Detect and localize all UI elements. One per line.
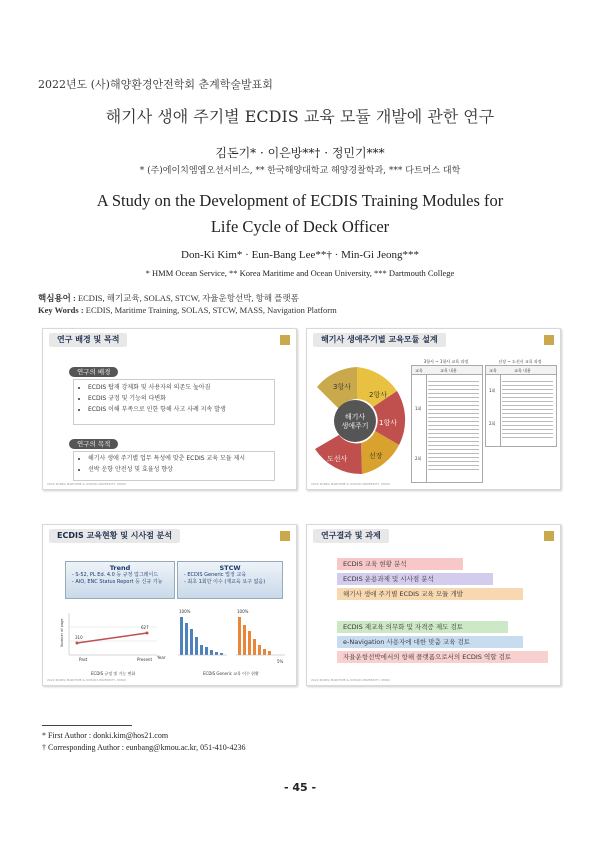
stcw-box bbox=[177, 561, 283, 599]
chart-caption: ECDIS 규정 및 기능 변화 bbox=[91, 671, 136, 676]
purpose-list bbox=[78, 453, 245, 475]
row-label-2: 2회 bbox=[415, 456, 422, 461]
title-english-line1: A Study on the Development of ECDIS Training Modules for bbox=[96, 191, 504, 210]
affiliations-english: * HMM Ocean Service, ** Korea Maritime and Ocean University, *** Dartmouth College bbox=[145, 268, 455, 278]
orange-bar-chart bbox=[233, 607, 289, 667]
stcw-title: STCW bbox=[219, 564, 241, 572]
slide-background-purpose bbox=[42, 328, 297, 490]
keywords-korean bbox=[38, 292, 299, 304]
data-point bbox=[76, 642, 79, 645]
center-label-line2: 생애주기 bbox=[341, 422, 369, 430]
slide-accent-mark bbox=[280, 335, 290, 345]
series-line bbox=[77, 633, 147, 643]
slide-training-status bbox=[42, 524, 297, 686]
table-right-title: 선장 ~ 도선사 교육 과정 bbox=[498, 359, 542, 364]
bar bbox=[248, 631, 251, 655]
col-header-b: 교육 내용 bbox=[440, 368, 457, 373]
slide-footer: 2022 KOREA MARITIME & OCEAN UNIVERSITY, KMOU bbox=[47, 678, 127, 682]
conference-name: 2022년도 (사)해양환경안전학회 춘계학술발표회 bbox=[38, 78, 273, 91]
list-item: • ECDIS 규정 및 기능의 다변화 bbox=[88, 393, 226, 404]
col-header-a: 교육 bbox=[415, 368, 423, 373]
value-label: 627 bbox=[141, 625, 149, 630]
bar bbox=[210, 650, 213, 655]
table-header-row bbox=[486, 366, 556, 375]
table-content-lines bbox=[428, 378, 479, 473]
table-right bbox=[485, 365, 557, 447]
value-label: 310 bbox=[75, 635, 83, 640]
result-item: 자율운항선박에서의 항해 플랫폼으로서의 ECDIS 역할 검토 bbox=[337, 651, 548, 663]
bar bbox=[190, 629, 193, 655]
result-item: ECDIS 운용과제 및 시사점 분석 bbox=[337, 573, 493, 585]
title-english-line2: Life Cycle of Deck Officer bbox=[210, 217, 390, 236]
pct-label: 100% bbox=[179, 609, 191, 614]
footnote-corresponding-author: † Corresponding Author : eunbang@kmou.ac.kr, 051-410-4236 bbox=[42, 743, 246, 752]
slide-title: 연구결과 및 과제 bbox=[313, 529, 389, 543]
bar bbox=[220, 653, 223, 655]
x-label: Past bbox=[79, 657, 88, 662]
table-header-row bbox=[412, 366, 482, 375]
slide-title: ECDIS 교육현황 및 시사점 분석 bbox=[49, 529, 180, 543]
bar bbox=[253, 639, 256, 655]
keywords-english-label: Key Words : bbox=[38, 305, 84, 315]
stcw-line: - ECDIS Generic 법정 교육 bbox=[184, 572, 247, 578]
slide-accent-mark bbox=[280, 531, 290, 541]
section-box-background bbox=[73, 379, 275, 425]
col-header-b: 교육 내용 bbox=[514, 368, 531, 373]
footnote-first-author: * First Author : donki.kim@hos21.com bbox=[42, 731, 169, 740]
result-item: e-Navigation 사용자에 대한 맞춤 교육 검토 bbox=[337, 636, 523, 648]
pct-label: 5% bbox=[277, 659, 284, 664]
x-label: Present bbox=[137, 657, 153, 662]
keywords-korean-text: ECDIS, 해기교육, SOLAS, STCW, 자율운항선박, 항해 플랫폼 bbox=[77, 293, 299, 303]
bar bbox=[205, 647, 208, 655]
stage-label-1st-officer: 1항사 bbox=[379, 419, 397, 427]
slide-title: 연구 배경 및 목적 bbox=[49, 333, 127, 347]
trend-line: - S-52, PL Ed. 4.0 등 규정 업그레이드 bbox=[72, 572, 159, 578]
section-box-purpose bbox=[73, 451, 275, 481]
stage-label-pilot: 도선사 bbox=[327, 455, 348, 463]
slide-results bbox=[306, 524, 561, 686]
bar bbox=[215, 652, 218, 655]
bar bbox=[180, 617, 183, 655]
slide-module-design bbox=[306, 328, 561, 490]
bar bbox=[200, 645, 203, 655]
list-item: • 선박 운항 안전성 및 효율성 향상 bbox=[88, 464, 245, 475]
life-cycle-diagram bbox=[307, 359, 407, 484]
bar bbox=[258, 645, 261, 655]
slide-footer: 2022 KOREA MARITIME & OCEAN UNIVERSITY, KMOU bbox=[47, 482, 127, 486]
trend-line: - AIO, ENC Status Report 등 신규 기능 bbox=[72, 579, 163, 585]
slide-footer: 2022 KOREA MARITIME & OCEAN UNIVERSITY, KMOU bbox=[311, 678, 391, 682]
row-label-2: 2회 bbox=[489, 421, 496, 426]
result-item: ECDIS 교육 현황 분석 bbox=[337, 558, 463, 570]
bar bbox=[238, 617, 241, 655]
authors-english: Don-Ki Kim* · Eun-Bang Lee**† · Min-Gi Jeong*** bbox=[181, 249, 419, 261]
result-item: 해기사 생애 주기별 ECDIS 교육 모듈 개발 bbox=[337, 588, 523, 600]
page-count-line-chart bbox=[57, 607, 167, 667]
slide-title: 해기사 생애주기별 교육모듈 설계 bbox=[313, 333, 446, 347]
trend-box bbox=[65, 561, 175, 599]
y-axis-title: Number of page bbox=[60, 618, 64, 647]
slide-accent-mark bbox=[544, 335, 554, 345]
keywords-korean-label: 핵심용어 : bbox=[38, 293, 76, 303]
center-label-line1: 해기사 bbox=[344, 413, 366, 421]
background-list bbox=[78, 382, 226, 415]
affiliations-korean: * (주)에이치엠엠오션서비스, ** 한국해양대학교 해양경찰학과, *** 다트머스 대학 bbox=[139, 166, 461, 176]
table-content-lines bbox=[502, 378, 553, 440]
data-point bbox=[146, 632, 149, 635]
chart-caption: ECDIS Generic 교육 이수 현황 bbox=[203, 671, 259, 676]
table-column-divider bbox=[500, 374, 501, 446]
col-header-a: 교육 bbox=[489, 368, 497, 373]
list-item: • ECDIS 탑재 강제화 및 사용자의 의존도 높아짐 bbox=[88, 382, 226, 393]
slide-accent-mark bbox=[544, 531, 554, 541]
list-item: • 해기사 생애 주기별 업무 특성에 맞춘 ECDIS 교육 모듈 제시 bbox=[88, 453, 245, 464]
bar bbox=[263, 649, 266, 655]
slide-footer: 2022 KOREA MARITIME & OCEAN UNIVERSITY, KMOU bbox=[311, 482, 391, 486]
pct-label: 100% bbox=[237, 609, 249, 614]
title-korean: 해기사 생애 주기별 ECDIS 교육 모듈 개발에 관한 연구 bbox=[105, 107, 495, 126]
authors-korean: 김돈기* · 이은방**† · 정민기*** bbox=[215, 146, 385, 160]
stage-label-captain: 선장 bbox=[369, 452, 383, 460]
footnote-separator bbox=[42, 725, 132, 726]
table-left bbox=[411, 365, 483, 483]
table-column-divider bbox=[426, 374, 427, 482]
page-number: - 45 - bbox=[283, 781, 317, 794]
stcw-line: - 최초 1회만 이수 (재교육 요구 없음) bbox=[184, 579, 266, 585]
x-axis-title: Year bbox=[157, 655, 166, 660]
keywords-english-text: ECDIS, Maritime Training, SOLAS, STCW, MASS, Navigation Platform bbox=[85, 305, 337, 315]
blue-bar-chart bbox=[175, 607, 231, 667]
keywords-english bbox=[38, 305, 337, 315]
title-english bbox=[0, 188, 600, 240]
section-label-background: 연구의 배경 bbox=[69, 367, 118, 377]
life-cycle-center bbox=[334, 400, 376, 442]
row-label-1: 1회 bbox=[415, 406, 422, 411]
list-item: • ECDIS 이해 부족으로 인한 항해 사고 사례 지속 발생 bbox=[88, 404, 226, 415]
table-left-title: 3항사 ~ 1항사 교육 과정 bbox=[423, 359, 469, 364]
bar bbox=[195, 637, 198, 655]
stage-label-2nd-officer: 2항사 bbox=[369, 391, 387, 399]
section-label-purpose: 연구의 목적 bbox=[69, 439, 118, 449]
row-label-1: 1회 bbox=[489, 388, 496, 393]
bar bbox=[268, 651, 271, 655]
result-item: ECDIS 재교육 의무화 및 자격증 제도 검토 bbox=[337, 621, 508, 633]
trend-title: Trend bbox=[109, 564, 131, 572]
stage-label-3rd-officer: 3항사 bbox=[333, 383, 351, 391]
bar bbox=[185, 623, 188, 655]
bar bbox=[243, 625, 246, 655]
